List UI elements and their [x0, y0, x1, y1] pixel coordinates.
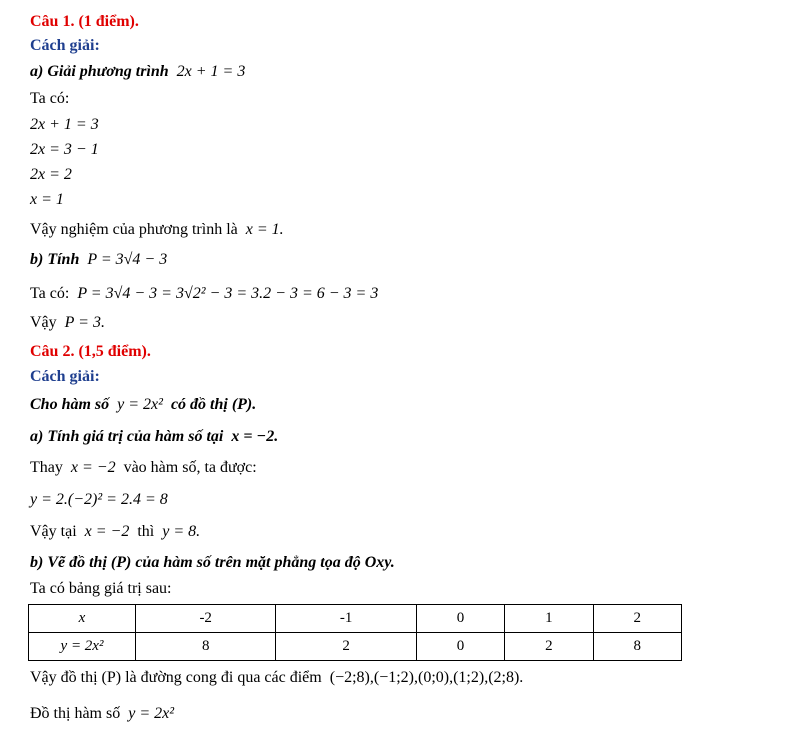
q1-step-4: x = 1: [30, 191, 64, 208]
q2-calculation: y = 2.(−2)² = 2.4 = 8: [30, 491, 168, 508]
q2-points-text: Vậy đồ thị (P) là đường cong đi qua các điểm: [30, 669, 322, 686]
q1-ta-co: Ta có:: [30, 90, 70, 107]
q1-part-b-calc-line: [30, 284, 378, 304]
table-cell: 1: [505, 605, 593, 633]
table-cell: 0: [416, 633, 504, 661]
table-row-y: [29, 633, 682, 661]
q1-part-b-expression: P = 3√4 − 3: [87, 251, 168, 268]
table-cell: 2: [505, 633, 593, 661]
q1-part-a-equation: 2x + 1 = 3: [176, 63, 246, 80]
q2-part-a: [30, 427, 278, 447]
q2-part-a-math: x = −2.: [231, 428, 279, 445]
q1-part-a: [30, 62, 245, 82]
q1-part-a-label: a) Giải phương trình: [30, 63, 169, 80]
q2-points-math: (−2;8),(−1;2),(0;0),(1;2),(2;8).: [329, 669, 524, 686]
q2-part-a-label: a) Tính giá trị của hàm số tại: [30, 428, 224, 445]
table-cell: 2: [276, 633, 416, 661]
q1-conclusion: [30, 220, 284, 240]
table-cell: 0: [416, 605, 504, 633]
q2-vay-y: y = 8.: [162, 523, 201, 540]
q1-conclusion-text: Vậy nghiệm của phương trình là: [30, 221, 238, 238]
q1-part-b-label: b) Tính: [30, 251, 80, 268]
q2-points-line: [30, 668, 523, 688]
q2-substitute: [30, 458, 257, 478]
table-cell: 8: [593, 633, 681, 661]
q1-step-3: 2x = 2: [30, 166, 72, 183]
q1-step-1: 2x + 1 = 3: [30, 116, 99, 133]
q2-vay-text-1: Vậy tại: [30, 523, 77, 540]
q1-conclusion-math: x = 1.: [245, 221, 284, 238]
q2-thay-text-1: Thay: [30, 459, 63, 476]
q2-intro-text-1: Cho hàm số: [30, 396, 110, 413]
q1-part-b-calculation: P = 3√4 − 3 = 3√2² − 3 = 3.2 − 3 = 6 − 3 = 3: [77, 285, 379, 302]
table-cell: -1: [276, 605, 416, 633]
q1-title: Câu 1. (1 điểm).: [30, 13, 139, 30]
q2-graph-text: Đồ thị hàm số: [30, 705, 121, 722]
q2-intro-text-2: có đồ thị (P).: [170, 396, 257, 413]
table-cell: 8: [136, 633, 276, 661]
q2-intro-math: y = 2x²: [117, 396, 163, 413]
q1-part-b-taco: Ta có:: [30, 285, 70, 302]
q1-part-b-vay: Vậy: [30, 314, 57, 331]
q2-thay-math: x = −2: [70, 459, 116, 476]
q1-part-b: [30, 250, 167, 270]
q2-part-a-conclusion: [30, 522, 200, 542]
q2-graph-math: y = 2x²: [128, 705, 175, 722]
table-row-x: [29, 605, 682, 633]
q2-table-intro: Ta có bảng giá trị sau:: [30, 580, 172, 597]
q2-part-b-label: b) Vẽ đồ thị (P) của hàm số trên mặt phẳng tọa độ Oxy.: [30, 554, 395, 571]
q2-method-heading: Cách giải:: [30, 368, 100, 385]
q2-title: Câu 2. (1,5 điểm).: [30, 343, 151, 360]
q2-vay-text-2: thì: [137, 523, 155, 540]
q1-part-b-result: P = 3.: [64, 314, 105, 331]
q1-step-2: 2x = 3 − 1: [30, 141, 99, 158]
value-table: [28, 604, 682, 661]
table-cell: -2: [136, 605, 276, 633]
table-header-y: y = 2x²: [29, 633, 136, 661]
q1-part-b-result-line: [30, 313, 105, 333]
q2-intro: [30, 395, 256, 415]
table-header-x: x: [29, 605, 136, 633]
q2-thay-text-2: vào hàm số, ta được:: [123, 459, 257, 476]
q1-method-heading: Cách giải:: [30, 37, 100, 54]
table-cell: 2: [593, 605, 681, 633]
q2-vay-x: x = −2: [84, 523, 130, 540]
q2-graph-line: [30, 704, 174, 724]
